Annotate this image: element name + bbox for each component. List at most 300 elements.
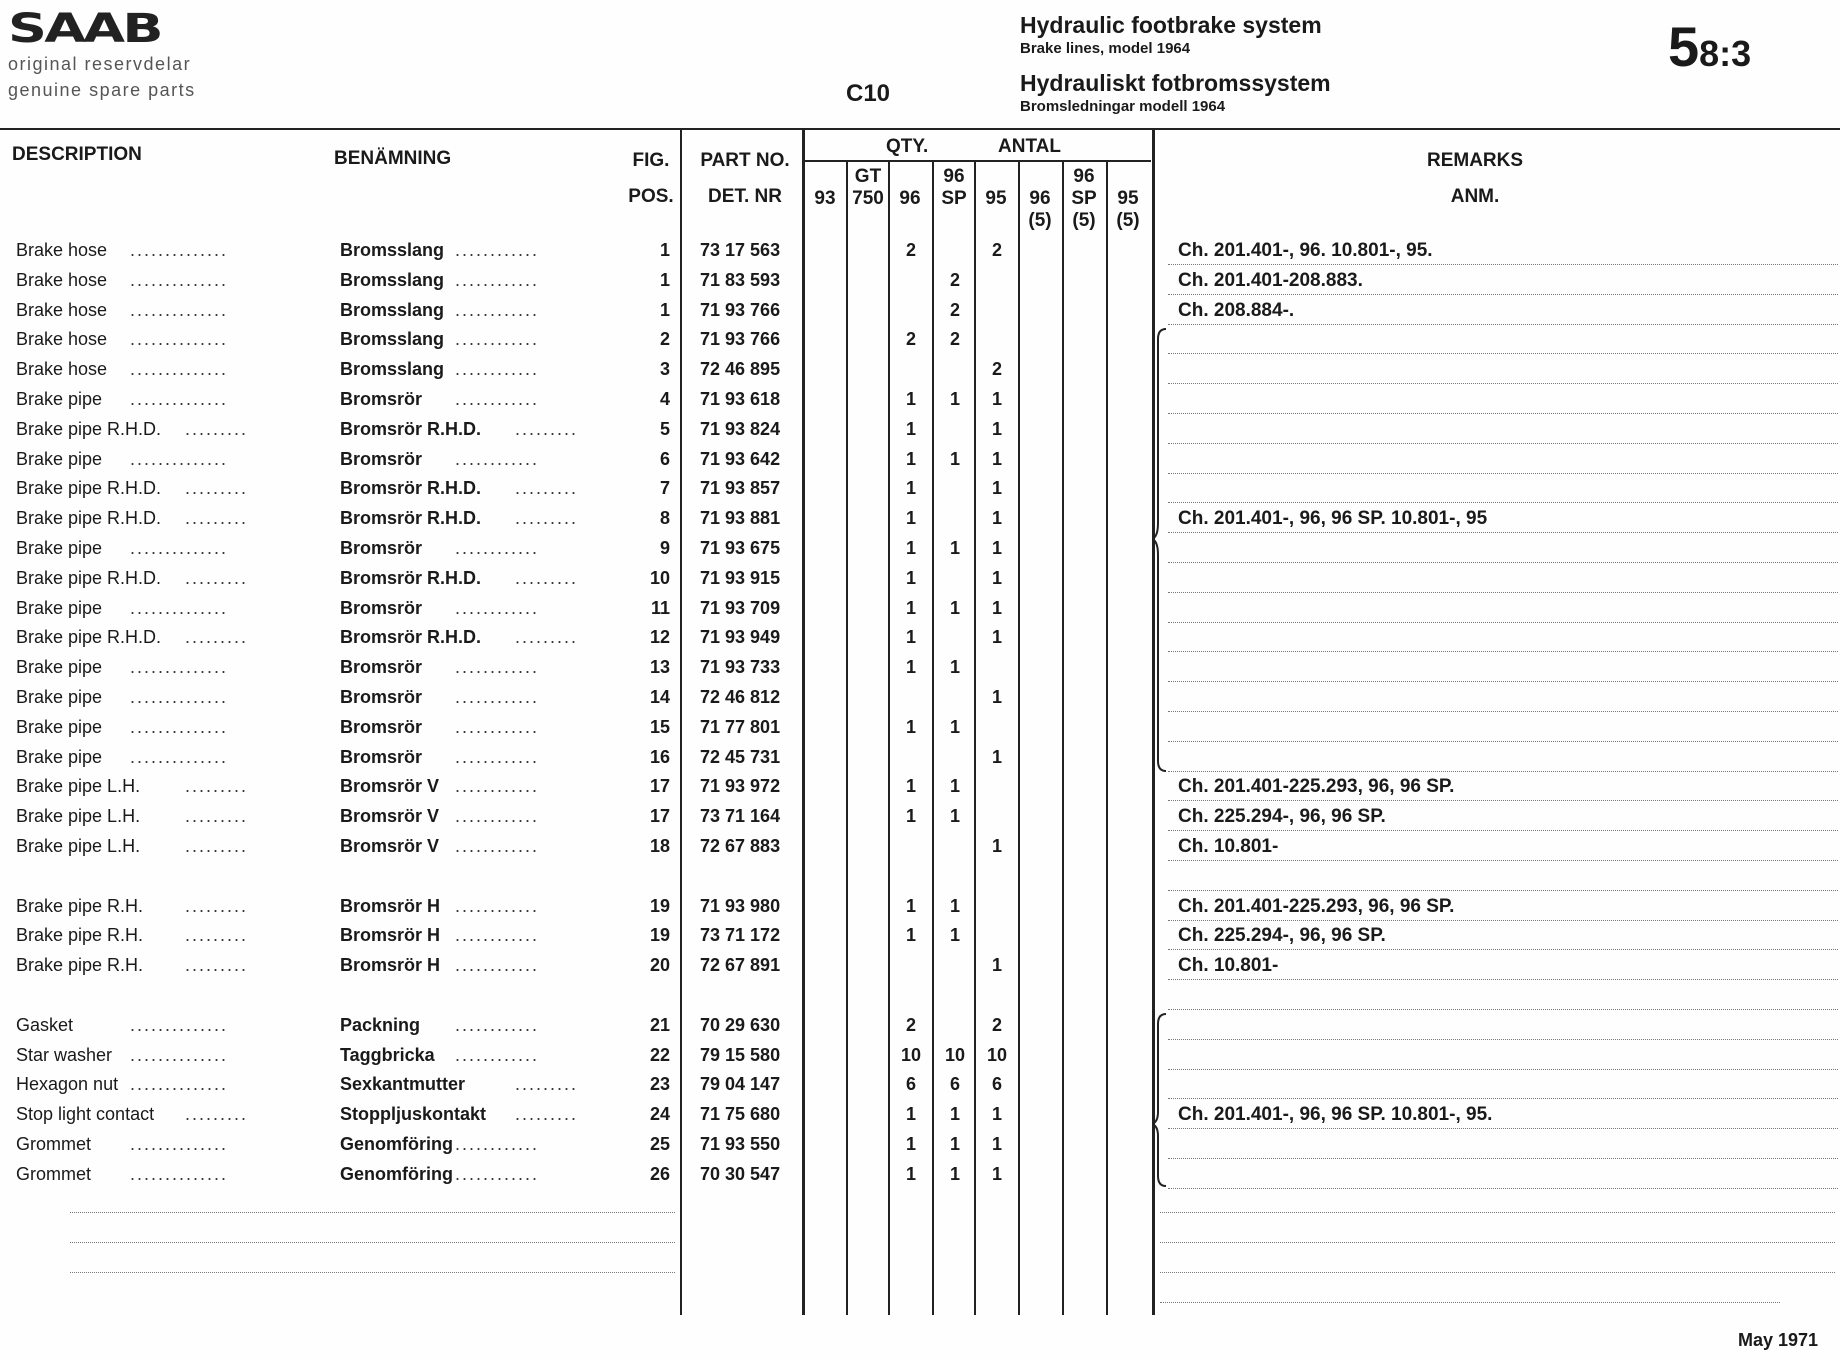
model-header-line: [932, 210, 976, 232]
benamning-cell: Bromsrör: [340, 657, 423, 678]
fig-pos-cell: 12: [649, 627, 670, 648]
qty-cell: 1: [991, 1163, 1002, 1184]
remark-line: [1168, 1098, 1838, 1099]
model-header-line: [803, 166, 847, 188]
remark-cell: Ch. 201.401-, 96. 10.801-, 95.: [1178, 240, 1433, 261]
blank-line: [70, 1212, 675, 1213]
brace-group-2: [1152, 1010, 1172, 1190]
description-cell: Brake hose: [16, 329, 108, 350]
col-antal: ANTAL: [998, 136, 1061, 157]
benamning-cell: Bromsrör: [340, 538, 423, 558]
qty-cell: 2: [905, 240, 916, 260]
qty-column-line: [1018, 160, 1020, 1315]
benamning-cell: Bromsrör: [340, 389, 423, 409]
model-header-line: GT: [854, 166, 882, 187]
model-header-line: [974, 166, 1018, 188]
qty-cell: 1: [905, 448, 916, 469]
part-number-cell: 71 93 675: [700, 538, 781, 558]
description-cell: Brake pipe: [16, 687, 103, 707]
subtitle-title-swedish: Bromsledningar modell 1964: [1020, 98, 1226, 115]
description-cell: Grommet: [16, 1163, 92, 1184]
part-number-cell: 73 17 563: [700, 240, 781, 260]
page-number-sub: 8:3: [1699, 33, 1752, 74]
fig-pos-cell: 16: [649, 746, 670, 767]
leader-dots: .........: [185, 806, 249, 827]
benamning-cell: Bromsrör: [340, 716, 423, 737]
part-number-cell: 71 93 824: [700, 418, 781, 439]
qty-cell: 1: [949, 1163, 960, 1184]
qty-cell: 1: [905, 925, 916, 946]
model-header-line: [1018, 166, 1062, 188]
qty-cell: 1: [905, 627, 916, 648]
fig-pos-cell: 4: [659, 389, 670, 409]
remark-cell: Ch. 201.401-225.293, 96, 96 SP.: [1178, 895, 1455, 917]
benamning-cell: Stoppljuskontakt: [340, 1104, 487, 1125]
benamning-cell: Bromsrör R.H.D.: [340, 418, 482, 439]
leader-dots: .........: [185, 895, 249, 916]
model-header-line: [803, 210, 847, 232]
model-header-line: [974, 210, 1018, 232]
qty-cell: 1: [949, 895, 960, 916]
remark-line: [1168, 1158, 1838, 1159]
leader-dots: ............: [455, 746, 540, 767]
remark-line: [1168, 741, 1838, 742]
remark-line: [1168, 979, 1838, 980]
part-number-cell: 71 93 766: [700, 329, 781, 350]
description-cell: Brake hose: [16, 359, 108, 380]
qty-cell: 1: [991, 1104, 1002, 1125]
qty-cell: 1: [991, 1134, 1002, 1154]
qty-cell: 1: [905, 716, 916, 737]
description-cell: Brake pipe L.H.: [16, 836, 141, 856]
description-cell: Brake pipe: [16, 389, 103, 409]
part-number-cell: 71 93 980: [700, 895, 781, 916]
part-number-cell: 70 30 547: [700, 1163, 781, 1184]
leader-dots: ............: [455, 955, 540, 976]
qty-cell: 1: [991, 627, 1002, 648]
part-number-cell: 71 93 881: [700, 508, 781, 529]
leader-dots: ..............: [130, 1044, 229, 1065]
leader-dots: ..............: [130, 538, 229, 558]
qty-cell: 1: [991, 478, 1002, 499]
benamning-cell: Bromsslang: [340, 240, 445, 260]
model-header-line: 95: [985, 188, 1007, 209]
description-cell: Brake pipe: [16, 448, 103, 469]
header-rule: [0, 128, 1840, 130]
remark-line: [1168, 473, 1838, 474]
description-cell: Brake pipe: [16, 597, 103, 618]
part-number-cell: 71 93 642: [700, 448, 781, 469]
model-header: [932, 166, 976, 232]
fig-pos-cell: 1: [659, 240, 670, 260]
qty-cell: 1: [991, 448, 1002, 469]
col-partno: PART NO.: [700, 150, 790, 171]
qty-cell: 1: [991, 567, 1002, 588]
leader-dots: ..............: [130, 657, 229, 678]
leader-dots: .........: [185, 1104, 249, 1125]
description-cell: Brake pipe L.H.: [16, 806, 141, 827]
qty-cell: 2: [949, 299, 960, 320]
leader-dots: ............: [455, 806, 540, 827]
model-header-line: SP: [1071, 188, 1097, 209]
title-english: Hydraulic footbrake system: [1020, 12, 1322, 38]
model-header-line: [888, 210, 932, 232]
col-remarks: REMARKS: [1426, 150, 1524, 171]
qty-cell: 1: [905, 1104, 916, 1125]
benamning-cell: Bromsrör H: [340, 955, 441, 976]
leader-dots: ............: [455, 836, 540, 856]
qty-cell: 1: [905, 1163, 916, 1184]
model-header-line: 93: [814, 188, 836, 209]
leader-dots: ..............: [130, 359, 229, 380]
fig-pos-cell: 17: [649, 806, 670, 827]
qty-cell: 1: [905, 508, 916, 529]
leader-dots: ..............: [130, 329, 229, 350]
fig-pos-cell: 2: [659, 329, 670, 350]
qty-cell: 1: [949, 776, 960, 797]
qty-cell: 1: [905, 776, 916, 797]
qty-cell: 1: [949, 1134, 960, 1154]
qty-cell: 1: [905, 538, 916, 558]
benamning-cell: Bromsrör: [340, 746, 423, 767]
benamning-cell: Bromsrör R.H.D.: [340, 478, 482, 499]
remark-line: [1168, 920, 1838, 921]
qty-column-line: [1062, 160, 1064, 1315]
model-header-line: 750: [852, 188, 884, 209]
description-cell: Brake pipe: [16, 538, 103, 558]
benamning-cell: Taggbricka: [340, 1044, 435, 1065]
part-number-cell: 79 15 580: [700, 1044, 781, 1065]
fig-pos-cell: 8: [659, 508, 670, 529]
qty-cell: 6: [991, 1074, 1002, 1095]
qty-cell: 2: [991, 1014, 1002, 1035]
benamning-cell: Bromsrör V: [340, 806, 440, 827]
leader-dots: .........: [515, 418, 579, 439]
remark-line: [1168, 294, 1838, 295]
part-number-cell: 71 93 550: [700, 1134, 781, 1154]
leader-dots: .........: [185, 955, 249, 976]
model-header-line: 96: [1029, 188, 1051, 209]
col-qty: QTY.: [886, 136, 929, 157]
qty-cell: 1: [949, 925, 960, 946]
part-number-cell: 71 93 949: [700, 627, 781, 648]
qty-cell: 1: [905, 806, 916, 827]
group-code: C10: [846, 80, 891, 107]
remark-cell: Ch. 10.801-: [1178, 955, 1279, 977]
leader-dots: .........: [515, 627, 579, 648]
benamning-cell: Genomföring: [340, 1163, 453, 1184]
leader-dots: .........: [515, 1074, 579, 1095]
description-cell: Brake hose: [16, 269, 108, 290]
model-header-line: [1106, 166, 1150, 188]
col-detnr: DET. NR: [708, 186, 782, 207]
leader-dots: ..............: [130, 299, 229, 320]
subtitle-swedish: original reservdelar: [8, 54, 192, 74]
blank-line: [70, 1242, 675, 1243]
fig-pos-cell: 25: [649, 1134, 670, 1154]
leader-dots: ..............: [130, 240, 229, 260]
fig-pos-cell: 6: [659, 448, 670, 469]
qty-cell: 1: [905, 895, 916, 916]
leader-dots: ............: [455, 329, 540, 350]
leader-dots: ............: [455, 1044, 540, 1065]
model-header-line: 95: [1117, 188, 1139, 209]
leader-dots: ..............: [130, 597, 229, 618]
fig-pos-cell: 23: [649, 1074, 670, 1095]
remark-line: [1168, 443, 1838, 444]
benamning-cell: Bromsslang: [340, 359, 445, 380]
description-cell: Gasket: [16, 1014, 74, 1035]
part-number-cell: 71 93 709: [700, 597, 781, 618]
qty-cell: 2: [905, 1014, 916, 1035]
qty-cell: 1: [949, 538, 960, 558]
qty-cell: 1: [991, 508, 1002, 529]
model-header: [1018, 166, 1062, 232]
qty-cell: 1: [991, 687, 1002, 707]
leader-dots: ..............: [130, 1134, 229, 1154]
part-number-cell: 72 67 891: [700, 955, 781, 976]
leader-dots: ..............: [130, 389, 229, 409]
qty-cell: 1: [991, 746, 1002, 767]
qty-cell: 1: [949, 389, 960, 409]
subtitle-english: genuine spare parts: [8, 80, 196, 100]
leader-dots: ..............: [130, 448, 229, 469]
model-header-line: [888, 166, 932, 188]
subtitle-title-english: Brake lines, model 1964: [1020, 40, 1191, 57]
remark-line: [1168, 830, 1838, 831]
leader-dots: ..............: [130, 746, 229, 767]
remark-line: [1168, 413, 1838, 414]
remark-line: [1168, 1039, 1838, 1040]
qty-cell: 1: [991, 955, 1002, 976]
remark-line: [1168, 800, 1838, 801]
model-header-line: (5): [1116, 210, 1140, 231]
part-number-cell: 71 77 801: [700, 716, 781, 737]
blank-line: [1160, 1212, 1835, 1213]
qty-cell: 6: [949, 1074, 960, 1095]
model-header-line: 96: [1073, 166, 1095, 187]
remark-line: [1168, 651, 1838, 652]
benamning-cell: Sexkantmutter: [340, 1074, 466, 1095]
model-header: [1106, 166, 1150, 232]
fig-pos-cell: 3: [659, 359, 670, 380]
benamning-cell: Packning: [340, 1014, 421, 1035]
leader-dots: ............: [455, 359, 540, 380]
remark-line: [1168, 502, 1838, 503]
qty-cell: 1: [905, 567, 916, 588]
part-number-cell: 73 71 164: [700, 806, 781, 827]
leader-dots: .........: [185, 567, 249, 588]
remark-line: [1168, 622, 1838, 623]
benamning-cell: Bromsrör H: [340, 925, 441, 946]
benamning-cell: Bromsrör R.H.D.: [340, 567, 482, 588]
benamning-cell: Genomföring: [340, 1134, 453, 1154]
qty-cell: 1: [905, 418, 916, 439]
leader-dots: ..............: [130, 687, 229, 707]
model-header-line: (5): [1072, 210, 1096, 231]
remark-line: [1168, 1128, 1838, 1129]
remark-cell: Ch. 201.401-, 96, 96 SP. 10.801-, 95.: [1178, 1104, 1493, 1126]
benamning-cell: Bromsslang: [340, 299, 445, 320]
part-number-cell: 79 04 147: [700, 1074, 781, 1095]
description-cell: Brake pipe R.H.: [16, 925, 144, 946]
col-benamning: BENÄMNING: [334, 148, 452, 169]
qty-cell: 1: [991, 836, 1002, 856]
part-number-cell: 71 93 733: [700, 657, 781, 678]
qty-cell: 1: [991, 538, 1002, 558]
part-number-cell: 73 71 172: [700, 925, 781, 946]
qty-cell: 10: [986, 1044, 1008, 1065]
description-cell: Stop light contact: [16, 1104, 155, 1125]
leader-dots: ............: [455, 269, 540, 290]
description-cell: Star washer: [16, 1044, 113, 1065]
qty-cell: 1: [991, 389, 1002, 409]
leader-dots: .........: [185, 925, 249, 946]
benamning-cell: Bromsrör: [340, 687, 423, 707]
part-number-cell: 71 93 915: [700, 567, 781, 588]
description-cell: Brake pipe: [16, 716, 103, 737]
model-header-line: 96: [943, 166, 965, 187]
fig-pos-cell: 13: [649, 657, 670, 678]
leader-dots: .........: [185, 418, 249, 439]
leader-dots: .........: [185, 508, 249, 529]
model-header-line: 96: [899, 188, 921, 209]
benamning-cell: Bromsrör V: [340, 836, 440, 856]
description-cell: Brake pipe R.H.D.: [16, 478, 162, 499]
blank-line: [1160, 1302, 1780, 1303]
description-cell: Brake pipe: [16, 746, 103, 767]
fig-pos-cell: 26: [649, 1163, 670, 1184]
qty-cell: 2: [991, 240, 1002, 260]
title-swedish: Hydrauliskt fotbromssystem: [1020, 70, 1331, 96]
leader-dots: .........: [515, 478, 579, 499]
description-cell: Brake pipe R.H.: [16, 895, 144, 916]
fig-pos-cell: 9: [659, 538, 670, 558]
remark-cell: Ch. 225.294-, 96, 96 SP.: [1178, 925, 1386, 947]
leader-dots: ............: [455, 895, 540, 916]
qty-cell: 2: [949, 329, 960, 350]
fig-pos-cell: 10: [649, 567, 670, 588]
fig-pos-cell: 20: [649, 955, 670, 976]
leader-dots: .........: [185, 627, 249, 648]
part-number-cell: 70 29 630: [700, 1014, 781, 1035]
leader-dots: .........: [185, 776, 249, 797]
remark-cell: Ch. 10.801-: [1178, 836, 1279, 857]
page-number: [1668, 14, 1751, 79]
benamning-cell: Bromsslang: [340, 329, 445, 350]
qty-cell: 10: [900, 1044, 922, 1065]
qty-cell: 1: [949, 657, 960, 678]
page-number-main: 5: [1668, 15, 1700, 78]
description-cell: Brake pipe: [16, 657, 103, 678]
leader-dots: .........: [185, 836, 249, 856]
col-pos: POS.: [628, 186, 674, 207]
leader-dots: .........: [185, 478, 249, 499]
part-number-cell: 71 93 972: [700, 776, 781, 797]
remark-cell: Ch. 201.401-, 96, 96 SP. 10.801-, 95: [1178, 508, 1488, 530]
description-cell: Brake pipe R.H.D.: [16, 567, 162, 588]
fig-pos-cell: 14: [649, 687, 670, 707]
part-number-cell: 72 46 895: [700, 359, 781, 380]
leader-dots: ............: [455, 1014, 540, 1035]
leader-dots: ..............: [130, 1074, 229, 1095]
benamning-cell: Bromsrör R.H.D.: [340, 627, 482, 648]
col-anm: ANM.: [1450, 186, 1500, 207]
leader-dots: ............: [455, 776, 540, 797]
qty-cell: 1: [905, 1134, 916, 1154]
qty-cell: 1: [949, 448, 960, 469]
remark-line: [1168, 711, 1838, 712]
part-number-cell: 71 93 857: [700, 478, 781, 499]
leader-dots: ............: [455, 538, 540, 558]
benamning-cell: Bromsrör: [340, 448, 423, 469]
leader-dots: ..............: [130, 716, 229, 737]
remark-line: [1168, 532, 1838, 533]
qty-cell: 1: [949, 806, 960, 827]
description-cell: Grommet: [16, 1134, 92, 1154]
leader-dots: ..............: [130, 269, 229, 290]
qty-cell: 1: [991, 597, 1002, 618]
leader-dots: ............: [455, 1134, 540, 1154]
part-number-cell: 71 93 766: [700, 299, 781, 320]
description-cell: Brake pipe R.H.D.: [16, 508, 162, 529]
qty-cell: 1: [949, 1104, 960, 1125]
vline-part: [802, 130, 805, 1315]
publication-date: May 1971: [1738, 1330, 1819, 1350]
qty-column-line: [846, 160, 848, 1315]
description-cell: Brake hose: [16, 299, 108, 320]
leader-dots: ............: [455, 687, 540, 707]
benamning-cell: Bromsslang: [340, 269, 445, 290]
part-number-cell: 71 75 680: [700, 1104, 781, 1125]
benamning-cell: Bromsrör V: [340, 776, 440, 797]
qty-cell: 10: [944, 1044, 966, 1065]
remark-line: [1168, 592, 1838, 593]
model-header-line: SP: [941, 188, 967, 209]
qty-cell: 2: [949, 269, 960, 290]
remark-line: [1168, 771, 1838, 772]
fig-pos-cell: 11: [650, 597, 670, 618]
blank-line: [1160, 1272, 1835, 1273]
benamning-cell: Bromsrör H: [340, 895, 441, 916]
leader-dots: ............: [455, 299, 540, 320]
leader-dots: .........: [515, 508, 579, 529]
blank-line: [1160, 1242, 1835, 1243]
leader-dots: ............: [455, 1163, 540, 1184]
remark-line: [1168, 324, 1838, 325]
fig-pos-cell: 5: [659, 418, 670, 439]
fig-pos-cell: 7: [659, 478, 670, 499]
part-number-cell: 71 93 618: [700, 389, 781, 409]
description-cell: Hexagon nut: [16, 1074, 119, 1095]
remark-line: [1168, 562, 1838, 563]
leader-dots: ............: [455, 597, 540, 618]
leader-dots: ............: [455, 389, 540, 409]
remark-line: [1168, 949, 1838, 950]
col-description: DESCRIPTION: [12, 144, 142, 165]
leader-dots: ............: [455, 657, 540, 678]
leader-dots: .........: [515, 567, 579, 588]
remark-line: [1168, 353, 1838, 354]
model-header: [846, 166, 890, 232]
saab-logo: SAAB: [8, 6, 161, 52]
remark-line: [1168, 890, 1838, 891]
remark-line: [1168, 681, 1838, 682]
leader-dots: ............: [455, 716, 540, 737]
qty-cell: 2: [991, 359, 1002, 380]
fig-pos-cell: 1: [659, 269, 670, 290]
qty-cell: 1: [905, 478, 916, 499]
